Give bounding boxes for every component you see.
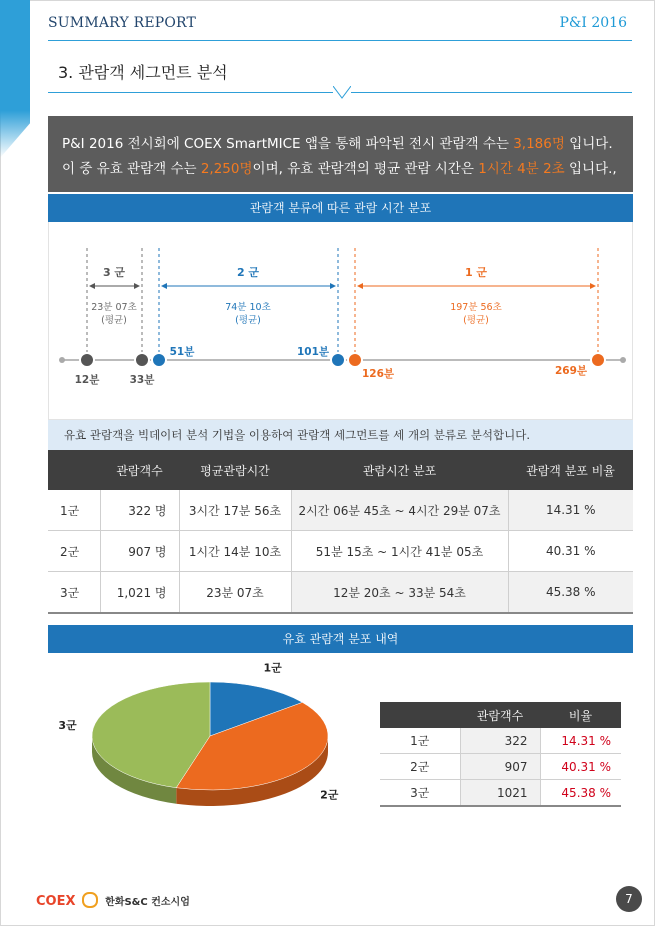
row-ratio: 14.31 % <box>508 490 633 531</box>
table-row <box>380 728 621 754</box>
row-ratio: 45.38 % <box>508 572 633 614</box>
pie-label-3: 3군 <box>58 719 77 733</box>
point-label-33: 33분 <box>129 374 155 386</box>
group3-avg: 23분 07초 <box>91 302 137 313</box>
segment-table-header <box>48 450 633 490</box>
group1-name: 1 군 <box>464 266 488 279</box>
row-avg: 3시간 17분 56초 <box>179 490 291 531</box>
divider-notch <box>333 86 351 100</box>
table-row <box>380 780 621 807</box>
header-range: 관람시간 분포 <box>291 450 508 490</box>
summary-box <box>48 116 633 192</box>
row-avg: 1시간 14분 10초 <box>179 531 291 572</box>
header-count: 관람객수 <box>100 450 179 490</box>
point-label-12: 12분 <box>74 374 100 386</box>
row-ratio: 40.31 % <box>508 531 633 572</box>
partner-logo-icon <box>82 892 98 908</box>
row-range: 51분 15초 ~ 1시간 41분 05초 <box>291 531 508 572</box>
point-label-126: 126분 <box>361 368 395 380</box>
section-title: 3. 관람객 세그먼트 분석 <box>58 63 228 82</box>
row-group: 1군 <box>48 490 100 531</box>
point-51 <box>152 353 166 367</box>
partner-name: 한화S&C 컨소시엄 <box>105 897 190 908</box>
table-row <box>48 490 633 531</box>
dist-ratio: 45.38 % <box>540 780 621 807</box>
group2-name: 2 군 <box>236 266 260 279</box>
group3-avg-label: (평균) <box>101 315 127 326</box>
point-label-269: 269분 <box>554 365 588 377</box>
table-row <box>380 754 621 780</box>
timeline-diagram <box>48 222 633 420</box>
row-group: 2군 <box>48 531 100 572</box>
point-101 <box>331 353 345 367</box>
row-avg: 23분 07초 <box>179 572 291 614</box>
valid-visitors: 2,250명 <box>200 161 253 177</box>
report-title: SUMMARY REPORT <box>48 15 197 31</box>
table-row <box>48 572 633 614</box>
timeline-panel <box>48 222 633 420</box>
dist-group: 2군 <box>380 754 460 780</box>
dist-count: 907 <box>460 754 540 780</box>
pie-chart <box>48 660 378 820</box>
dist-group: 3군 <box>380 780 460 807</box>
pie-label-2: 2군 <box>320 788 339 802</box>
distribution-table-header <box>380 702 621 728</box>
point-33 <box>135 353 149 367</box>
header-blank <box>48 450 100 490</box>
row-count: 1,021 명 <box>100 572 179 614</box>
coex-logo: COEX <box>36 894 76 909</box>
point-12 <box>80 353 94 367</box>
dist-header-ratio: 비율 <box>540 702 621 728</box>
row-count: 322 명 <box>100 490 179 531</box>
axis-end-dot <box>620 357 626 363</box>
page-number: 7 <box>616 886 642 912</box>
row-group: 3군 <box>48 572 100 614</box>
point-269 <box>591 353 605 367</box>
event-name: P&I 2016 <box>559 15 627 31</box>
table-row <box>48 531 633 572</box>
point-label-101: 101분 <box>296 346 330 358</box>
dist-ratio: 14.31 % <box>540 728 621 754</box>
point-126 <box>348 353 362 367</box>
segment-table <box>48 450 633 614</box>
distribution-title: 유효 관람객 분포 내역 <box>48 625 633 653</box>
axis-start-dot <box>59 357 65 363</box>
group2-avg-label: (평균) <box>235 315 261 326</box>
row-count: 907 명 <box>100 531 179 572</box>
dist-header-count: 관람객수 <box>460 702 540 728</box>
dist-group: 1군 <box>380 728 460 754</box>
footer-logo <box>36 892 190 909</box>
distribution-table <box>380 702 621 807</box>
dist-ratio: 40.31 % <box>540 754 621 780</box>
row-range: 12분 20초 ~ 33분 54초 <box>291 572 508 614</box>
header-ratio: 관람객 분포 비율 <box>508 450 633 490</box>
pie-label-1: 1군 <box>263 661 282 675</box>
row-range: 2시간 06분 45초 ~ 4시간 29분 07초 <box>291 490 508 531</box>
avg-time: 1시간 4분 2초 <box>478 161 565 177</box>
summary-line-1: P&I 2016 전시회에 COEX SmartMICE 앱을 통해 파악된 전시 관람객 수는 3,186명 입니다. <box>62 136 613 152</box>
group1-avg: 197분 56초 <box>450 302 502 313</box>
group2-avg: 74분 10초 <box>225 302 271 313</box>
dist-count: 1021 <box>460 780 540 807</box>
header-avg: 평균관람시간 <box>179 450 291 490</box>
timeline-title: 관람객 분류에 따른 관람 시간 분포 <box>48 194 633 222</box>
header-divider <box>48 40 632 41</box>
group1-avg-label: (평균) <box>463 315 489 326</box>
pie-chart-area <box>48 660 378 820</box>
dist-count: 322 <box>460 728 540 754</box>
group3-name: 3 군 <box>102 266 126 279</box>
summary-line-2: 이 중 유효 관람객 수는 2,250명이며, 유효 관람객의 평균 관람 시간은 1시간 4분 2초 입니다., <box>62 161 617 177</box>
total-visitors: 3,186명 <box>513 136 565 152</box>
analysis-note: 유효 관람객을 빅데이터 분석 기법을 이용하여 관람객 세그먼트를 세 개의 분류로 분석합니다. <box>48 420 633 450</box>
dist-header-blank <box>380 702 460 728</box>
point-label-51: 51분 <box>169 346 195 358</box>
